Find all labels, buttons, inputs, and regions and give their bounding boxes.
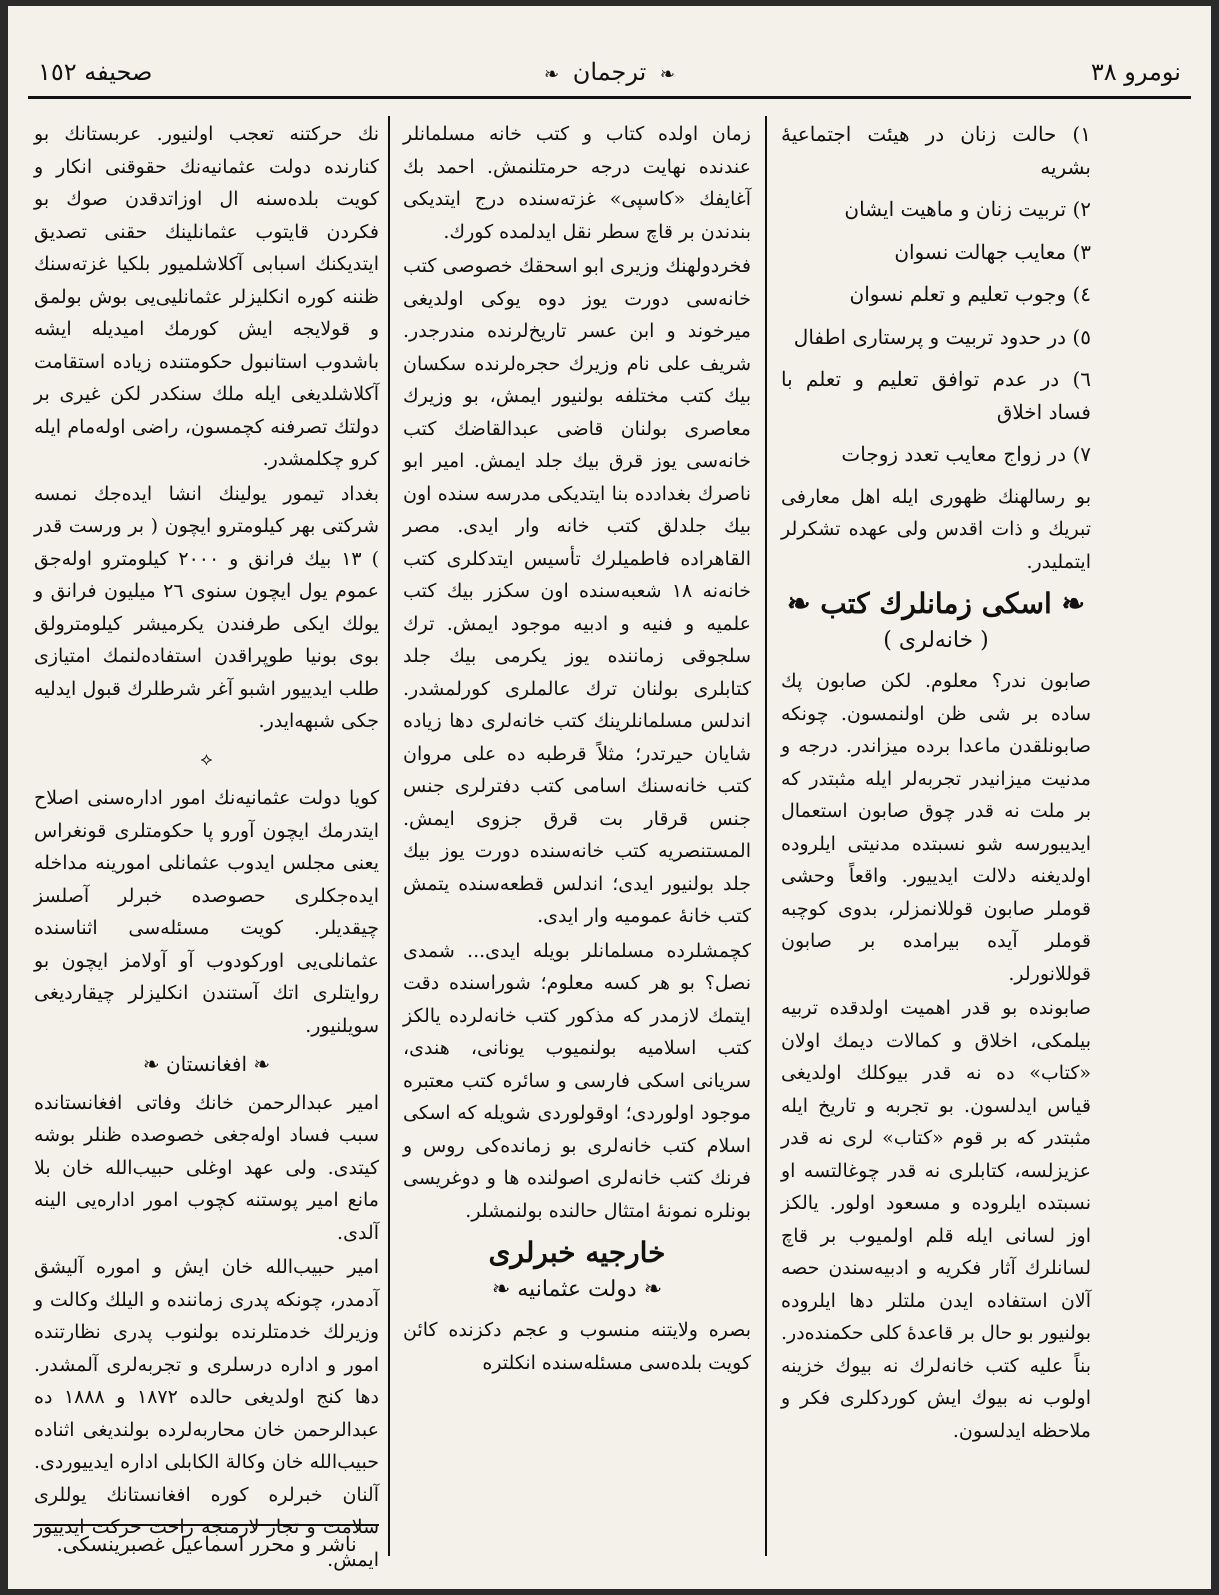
newspaper-title bbox=[28, 58, 1191, 86]
section-subheading bbox=[403, 1274, 751, 1307]
ornament-icon: ❧ bbox=[659, 64, 676, 85]
article-paragraph: بغداد تيمور يولينك انشا ايده‌جك نمسه شركتی بهر كيلومترو ايچون ( بر ورست قدر ) ١٣ بيك فرانق و ٢٠٠٠ كيلومترو اوله‌جق عموم يول ايچون سنوی ٢٦ ميليون فرانق و يولك ايكی طرفندن يكرميشر كيلومترولق بوی بونيا طوپراقدن استفاده‌لنمك امتيازی طلب ايدييور اشبو آغر شرطلرك قبول ايدليه جكی شبهه‌ايدر. bbox=[34, 482, 379, 732]
masthead bbox=[28, 54, 1191, 94]
middle-column bbox=[403, 118, 751, 1548]
article-heading bbox=[781, 588, 1091, 621]
ornament-icon: ❧ bbox=[142, 1052, 160, 1076]
footer-rule bbox=[34, 1524, 379, 1526]
toc-item: ٤) وجوب تعليم و تعلم نسوان bbox=[849, 282, 1091, 306]
divider-ornament-icon: ⟡ bbox=[200, 748, 213, 770]
paper-name: ترجمان bbox=[572, 58, 647, 86]
left-column bbox=[34, 118, 379, 1571]
article-paragraph: كچمشلرده مسلمانلر بويله ايدی... شمدی نصل؟ بو هر كسه معلوم؛ شوراسنده دقت ايتمك لازمدر كه مذكور كتب خانه‌لرده يالكز كتب اسلاميه بولنميوب يونانی، هندی، سريانی اسكی فارسی و سائره كتب معتبره موجود اولوردی؛ اوقولوردی شويله كه اسكی اسلام كتب خانه‌لری بو زمانده‌كی روس و فرنك كتب خانه‌لری اصولنده ها و دوغريسی بونلره نمونهٔ امتثال حالنده بولنمشلر. bbox=[403, 939, 751, 1222]
newspaper-page bbox=[8, 6, 1211, 1589]
toc-item: ٦) در عدم توافق تعليم و تعلم با فساد اخلاق bbox=[781, 367, 1091, 424]
column-divider bbox=[765, 116, 767, 1556]
article-paragraph: صابون ندر؟ معلوم. لكن صابون پك ساده بر شی ظن اولنمسون. چونكه صابونلقدن ماعدا برده ميزاندر. درجه و مدنيت ميزانيدر تجربه‌لر ايله مثبتدر كه بر ملت نه قدر چوق صابون استعمال ايديبورسه شو نسبتده مدنيتی ايلروده اولديغنه دلالت ايدييور. واقعاً وحشی قوملر صابون قوللانمزلر، بدوی كوچبه قوملر آيده بيرامده بر صابون قوللانورلر. bbox=[781, 670, 1091, 985]
toc-item: ٣) معايب جهالت نسوان bbox=[894, 239, 1091, 264]
article-paragraph: امير حبيب‌الله خان ايش و اموره آليشق آدمدر، چونكه پدری زماننده و اليلك وكالت و وزيرلك خدمتلرنده بولنوب پدری نظارتنده امور و اداره درسلری و تجربه‌لری آلمشدر. دها كنج اولديغی حالده ١٨٧٢ و ١٨٨٨ ده عبدالرحمن خان محاربه‌لرده بولنديغی اثناده حبيب‌الله خان وكالة الكابلی اداره ايدييوردی. آلنان خبرلره كوره افغانستانك يوللری سلامت و تجار لازمنجه راحت حركت ايدييور ايمش. bbox=[34, 1256, 379, 1571]
issue-number: نومرو ٣٨ bbox=[1090, 58, 1181, 86]
ornament-icon: ❧ bbox=[253, 1052, 271, 1076]
ornament-icon: ❧ bbox=[787, 587, 811, 620]
article-heading-text: اسكی زمانلرك كتب bbox=[820, 587, 1052, 620]
article-paragraph: بصره ولايتنه منسوب و عجم دكزنده كائن كويت بلده‌سی مسئله‌سنده انكلتره bbox=[403, 1319, 751, 1374]
toc-item: ١) حالت زنان در هيئت اجتماعيهٔ بشريه bbox=[781, 122, 1091, 179]
column-divider bbox=[388, 116, 390, 1556]
page-number: صحيفه ١٥٢ bbox=[38, 58, 153, 86]
ornament-icon: ❧ bbox=[643, 1276, 663, 1302]
article-subheading: ( خانه‌لری ) bbox=[883, 627, 989, 653]
section-heading-text: افغانستان bbox=[165, 1052, 248, 1076]
ornament-icon: ❧ bbox=[1061, 587, 1085, 620]
article-paragraph: زمان اولده كتاب و كتب خانه مسلمانلر عندنده نهايت درجه حرمتلنمش. احمد بك آغايفك «كاسپی» غزته‌سنده درج ايتديكی بندندن بر قاچ سطر نقل ايدلمده كورك. bbox=[403, 123, 751, 243]
toc-item: ٧) در زواج معايب تعدد زوجات bbox=[841, 442, 1091, 466]
toc-item: ٢) تربيت زنان و ماهيت ايشان bbox=[844, 197, 1091, 221]
article-paragraph: نك حركتنه تعجب اولنيور. عربستانك بو كنارنده دولت عثمانيه‌نك حقوقنی انكار و كويت بلده‌سنه ال اوزاتدقدن صوك بو فكردن قايتوب عثمانلينك حقنی تصديق ايتديكنك اسبابی آكلاشلميور بلكيا غزته‌سنك ظننه كوره انكليزلر عثمانليی‌يی بوش بولمق و قولايجه ايش كورمك اميديله ايشه باشدوب استانبول حكومتنده زياده استقامت آكلاشلديغی ايله ملك سنكدر لكن غيری بر دولتك تصرفنه كچمسون، راضی اوله‌مام ايله كرو چكلمشدر. bbox=[34, 123, 379, 470]
ornament-icon: ❧ bbox=[491, 1276, 511, 1302]
article-paragraph: فخردولهنك وزيری ابو اسحقك خصوصی كتب خانه‌سی دورت يوز دوه يوكی اولديغی ميرخوند و ابن عسر تاريخ‌لرنده مندرجدر. شريف علی نام وزيرك حجره‌لرنده سكسان بيك كتب مختلفه بولنيور ايمش، بو وزيرك معاصری بولنان قاضی عبدالقاضك كتب خانه‌سی يوز قرق بيك جلد ايمش. امير ابو ناصرك بغدادده بنا ايتديكی مدرسه سنده اون بيك جلدلق كتب خانه وار ايدی. مصر القاهراده فاطميلرك تأسيس ايتدكلری كتب خانه‌نه ١٨ شعبه‌سنده اون سكزر بيك كتب علميه و فنيه و ادبيه موجود ايمش. ترك سلجوقی زماننده يوز يكرمی بيك جلد كتابلری بولنان ترك عالملری كورلمشدر. اندلس مسلمانلرينك كتب خانه‌لری دها زياده شايان حيرتدر؛ مثلاً قرطبه ده علی مروان كتب خانه‌سنك اسامی كتب دفترلری جنس جنس قرقار بت قرق جزوی ايمش. المستنصريه كتب خانه‌سنده دورت يوز بيك جلد بولنيور ايدی؛ اندلس قطعه‌سنده يتمش كتب خانهٔ عموميه وار ايدی. bbox=[403, 255, 751, 927]
header-rule bbox=[28, 96, 1191, 99]
section-heading bbox=[34, 1048, 379, 1081]
right-column bbox=[781, 118, 1091, 1548]
section-subheading-text: دولت عثمانيه bbox=[517, 1276, 637, 1302]
publisher-line: ناشر و محرر اسماعيل غصبرينسكی. bbox=[56, 1532, 357, 1556]
ornament-icon: ❧ bbox=[543, 64, 560, 85]
article-paragraph: امير عبدالرحمن خانك وفاتی افغانستانده سبب فساد اوله‌جغی خصوصده ظنلر بوشه كيتدی. ولی عهد اوغلی حبيب‌الله خان بلا مانع امير پوستنه كچوب امور اداره‌يی الينه آلدی. bbox=[34, 1091, 379, 1244]
section-heading: خارجيه خبرلری bbox=[488, 1236, 666, 1269]
article-paragraph: كويا دولت عثمانيه‌نك امور اداره‌سنی اصلاح ايتدرمك ايچون آورو پا حكومتلری قونغراس يعنی مجلس ايدوب عثمانلی امورينه مداخله ايده‌جكلری حصوصده خبرلر آصلسز چيقديلر. كويت مسئله‌سی اثناسنده عثمانلی‌يی اوركودوب آو آولامز ايچون بو روايتلری اتك آستندن انكليزلر چيقارديغی سويلنيور. bbox=[34, 787, 379, 1037]
toc-item: ٥) در حدود تربيت و پرستاری اطفال bbox=[793, 324, 1091, 349]
toc-closing: بو رسالهنك ظهوری ايله اهل معارفی تبريك و ذات اقدس ولی عهده تشكرلر ايتمليدر. bbox=[781, 485, 1091, 573]
article-paragraph: صابونده بو قدر اهميت اولدقده تربيه بيلمكی، اخلاق و كمالات ديمك اولان «كتاب» ده نه قدر بيوكلك اولديغی قياس ايدلسون. بو تجربه و تاريخ ايله مثبتدر كه بر قوم «كتاب» لری نه قدر عزيزلسه، كتابلری نه قدر چوغالتسه او نسبتده ايلروده و مسعود اولور. يالكز اوز لسانی ايله قلم اولميوب بر قاچ لسانلرك آثار فكريه و ادبيه‌سندن حصه آلان استفاده ايدن ملتلر دها ايلروده بولنيور بو حال بر قاعدهٔ كلی حكمنده‌در. بناً عليه كتب خانه‌لرك نه بيوك خزينه اولوب نه بيوك ايش كوردكلری فكر و ملاحظه ايدلسون. bbox=[781, 997, 1091, 1442]
